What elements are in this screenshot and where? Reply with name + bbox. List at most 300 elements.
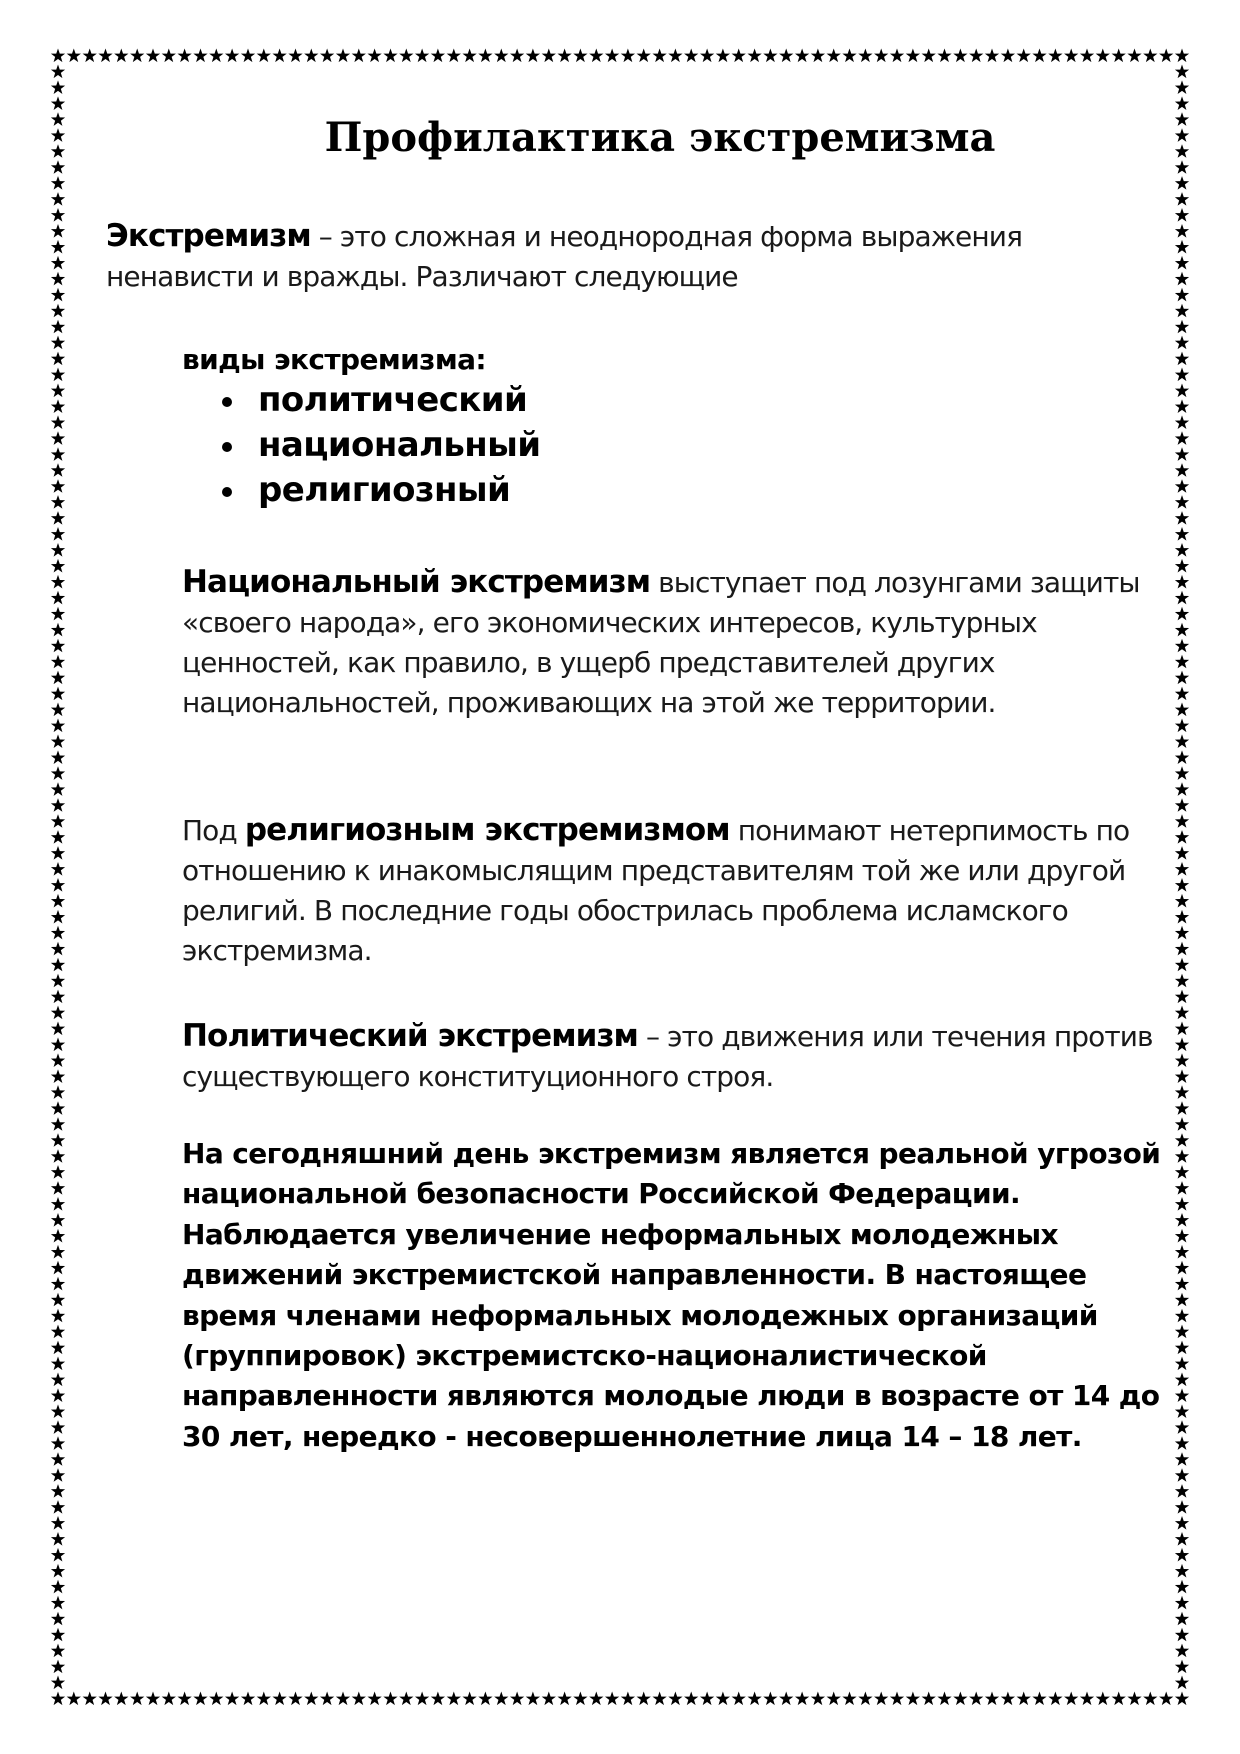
star-icon (51, 687, 65, 701)
star-icon (51, 958, 65, 972)
religious-extremism-paragraph (182, 810, 1162, 971)
star-icon (51, 431, 65, 445)
star-icon (51, 1580, 65, 1594)
star-icon (51, 559, 65, 573)
star-icon (1175, 559, 1189, 573)
star-icon (1143, 49, 1157, 63)
star-icon (890, 1692, 904, 1706)
star-icon (352, 1692, 366, 1706)
star-icon (51, 1484, 65, 1498)
star-icon (668, 1692, 682, 1706)
star-icon (130, 49, 144, 63)
star-icon (1175, 1277, 1189, 1291)
star-icon (1175, 814, 1189, 828)
star-icon (1175, 1309, 1189, 1323)
star-icon (858, 49, 872, 63)
star-icon (795, 49, 809, 63)
types-list-item-national: национальный (182, 423, 541, 468)
star-icon (1175, 703, 1189, 717)
star-icon (906, 1692, 920, 1706)
star-icon (51, 655, 65, 669)
star-icon (478, 1692, 492, 1706)
star-icon (1175, 1197, 1189, 1211)
star-icon (763, 1692, 777, 1706)
star-icon (367, 49, 381, 63)
star-icon (494, 1692, 508, 1706)
star-icon (51, 272, 65, 286)
star-icon (779, 49, 793, 63)
star-icon (1175, 798, 1189, 812)
star-icon (51, 1085, 65, 1099)
star-icon (51, 1261, 65, 1275)
star-icon (985, 1692, 999, 1706)
star-icon (51, 256, 65, 270)
star-icon (1175, 719, 1189, 733)
star-icon (1159, 49, 1173, 63)
star-icon (1175, 910, 1189, 924)
star-icon (51, 176, 65, 190)
star-icon (51, 719, 65, 733)
star-icon (1175, 1149, 1189, 1163)
star-icon (1175, 1261, 1189, 1275)
star-icon (1175, 1564, 1189, 1578)
star-icon (1175, 639, 1189, 653)
star-icon (953, 1692, 967, 1706)
star-icon (225, 49, 239, 63)
star-icon (1175, 830, 1189, 844)
star-icon (51, 1452, 65, 1466)
star-icon (51, 304, 65, 318)
star-icon (1175, 1532, 1189, 1546)
star-icon (811, 49, 825, 63)
star-icon (1096, 49, 1110, 63)
star-icon (1175, 671, 1189, 685)
star-icon (1175, 415, 1189, 429)
star-icon (431, 49, 445, 63)
star-icon (304, 1692, 318, 1706)
star-icon (1175, 80, 1189, 94)
star-icon (1175, 1612, 1189, 1626)
star-icon (1175, 1404, 1189, 1418)
star-icon (1175, 288, 1189, 302)
star-icon (700, 49, 714, 63)
star-icon (51, 750, 65, 764)
conclusion-paragraph: На сегодняшний день экстремизм является реальной угрозой национальной безопасности Российской Федерации. Наблюдается увеличение неформальных молодежных движений экстремистской направленности. В настоящее время членами неформальных молодежных организаций (группировок) экстремистско-националистической направленности являются молодые люди в возрасте от 14 до 30 лет, нередко - несовершеннолетние лица 14 – 18 лет. (182, 1137, 1161, 1453)
star-icon (51, 1229, 65, 1243)
star-icon (272, 49, 286, 63)
star-icon (51, 575, 65, 589)
star-icon (1175, 1069, 1189, 1083)
star-icon (1175, 320, 1189, 334)
star-icon (1175, 1213, 1189, 1227)
star-icon (1175, 399, 1189, 413)
star-icon (1175, 336, 1189, 350)
star-icon (1080, 49, 1094, 63)
star-icon (51, 208, 65, 222)
star-icon (51, 463, 65, 477)
star-icon (51, 1564, 65, 1578)
star-icon (51, 384, 65, 398)
star-icon (51, 1197, 65, 1211)
star-icon (98, 1692, 112, 1706)
star-icon (1175, 1229, 1189, 1243)
star-icon (51, 607, 65, 621)
star-icon (51, 1277, 65, 1291)
star-icon (1175, 942, 1189, 956)
star-icon (1175, 1644, 1189, 1658)
star-icon (1017, 49, 1031, 63)
star-icon (51, 830, 65, 844)
star-icon (1175, 495, 1189, 509)
star-icon (1175, 1548, 1189, 1562)
intro-paragraph (106, 216, 1146, 297)
star-icon (1175, 782, 1189, 796)
star-icon (51, 1436, 65, 1450)
star-icon (51, 320, 65, 334)
star-icon (668, 49, 682, 63)
star-icon (1175, 591, 1189, 605)
star-icon (51, 1404, 65, 1418)
star-icon (51, 639, 65, 653)
star-icon (1001, 49, 1015, 63)
star-icon (1175, 926, 1189, 940)
star-icon (399, 1692, 413, 1706)
star-icon (177, 1692, 191, 1706)
star-icon (1175, 192, 1189, 206)
star-icon (51, 766, 65, 780)
star-icon (288, 49, 302, 63)
star-icon (1096, 1692, 1110, 1706)
star-icon (1001, 1692, 1015, 1706)
star-icon (51, 415, 65, 429)
star-icon (1175, 1165, 1189, 1179)
star-icon (1048, 49, 1062, 63)
star-icon (1175, 1660, 1189, 1674)
star-icon (573, 49, 587, 63)
star-icon (557, 1692, 571, 1706)
star-icon (1175, 176, 1189, 190)
star-icon (1175, 352, 1189, 366)
star-icon (510, 1692, 524, 1706)
star-icon (1175, 1022, 1189, 1036)
star-icon (1175, 958, 1189, 972)
star-icon (98, 49, 112, 63)
star-icon (1175, 1388, 1189, 1402)
star-icon (621, 1692, 635, 1706)
star-icon (700, 1692, 714, 1706)
star-icon (51, 1420, 65, 1434)
star-icon (526, 49, 540, 63)
star-icon (462, 1692, 476, 1706)
star-icon (937, 1692, 951, 1706)
star-icon (51, 1596, 65, 1610)
star-icon (1175, 1596, 1189, 1610)
star-icon (1112, 1692, 1126, 1706)
star-icon (922, 49, 936, 63)
political-text: – это движения или течения против существующего конституционного строя. (182, 1020, 1153, 1093)
star-icon (83, 49, 97, 63)
star-icon (1112, 49, 1126, 63)
star-icon (1175, 1053, 1189, 1067)
star-icon (953, 49, 967, 63)
star-icon (51, 1293, 65, 1307)
star-icon (858, 1692, 872, 1706)
star-icon (1175, 1133, 1189, 1147)
star-icon (1175, 1101, 1189, 1115)
star-icon (51, 543, 65, 557)
star-icon (51, 49, 65, 63)
star-icon (605, 1692, 619, 1706)
star-icon (51, 623, 65, 637)
star-icon (146, 49, 160, 63)
star-icon (1175, 1484, 1189, 1498)
star-icon (1175, 1468, 1189, 1482)
star-icon (1175, 575, 1189, 589)
star-icon (1175, 1181, 1189, 1195)
star-icon (51, 1692, 65, 1706)
star-icon (51, 1053, 65, 1067)
star-icon (1064, 1692, 1078, 1706)
star-icon (51, 65, 65, 79)
star-icon (320, 1692, 334, 1706)
star-icon (51, 878, 65, 892)
star-icon (51, 1660, 65, 1674)
star-icon (1175, 1628, 1189, 1642)
star-icon (1159, 1692, 1173, 1706)
star-icon (1175, 384, 1189, 398)
star-icon (1175, 1516, 1189, 1530)
religious-prefix: Под (182, 814, 245, 847)
star-icon (1175, 479, 1189, 493)
star-icon (1175, 1085, 1189, 1099)
star-icon (51, 1069, 65, 1083)
star-icon (51, 1006, 65, 1020)
star-icon (621, 49, 635, 63)
religious-text: понимают нетерпимость по отношению к инакомыслящим представителям той же или другой религий. В последние годы обострилась проблема исламского экстремизма. (182, 814, 1130, 967)
star-icon (304, 49, 318, 63)
star-icon (51, 910, 65, 924)
star-icon (510, 49, 524, 63)
star-icon (779, 1692, 793, 1706)
star-icon (763, 49, 777, 63)
star-icon (51, 1532, 65, 1546)
star-icon (1175, 1038, 1189, 1052)
star-icon (1017, 1692, 1031, 1706)
star-icon (684, 1692, 698, 1706)
star-icon (51, 1500, 65, 1514)
star-icon (51, 1181, 65, 1195)
star-icon (51, 1149, 65, 1163)
page-title: Профилактика экстремизма (324, 114, 996, 161)
star-icon (1175, 687, 1189, 701)
star-icon (336, 49, 350, 63)
star-icon (1175, 543, 1189, 557)
star-icon (399, 49, 413, 63)
star-icon (193, 49, 207, 63)
star-icon (1175, 272, 1189, 286)
star-icon (1048, 1692, 1062, 1706)
star-icon (51, 447, 65, 461)
star-icon (367, 1692, 381, 1706)
star-icon (51, 240, 65, 254)
star-icon (542, 49, 556, 63)
star-icon (874, 49, 888, 63)
national-term: Национальный экстремизм (182, 564, 651, 600)
intro-term: Экстремизм (106, 218, 311, 254)
star-icon (1175, 1500, 1189, 1514)
star-icon (1175, 623, 1189, 637)
star-icon (51, 894, 65, 908)
star-icon (922, 1692, 936, 1706)
star-icon (542, 1692, 556, 1706)
star-icon (51, 1038, 65, 1052)
star-icon (1032, 49, 1046, 63)
star-icon (1175, 1692, 1189, 1706)
star-icon (842, 49, 856, 63)
star-icon (1175, 1676, 1189, 1690)
star-icon (51, 862, 65, 876)
star-icon (716, 49, 730, 63)
star-icon (83, 1692, 97, 1706)
star-icon (51, 990, 65, 1004)
star-icon (431, 1692, 445, 1706)
star-icon (1175, 607, 1189, 621)
star-icon (209, 49, 223, 63)
star-icon (51, 974, 65, 988)
star-icon (1175, 1006, 1189, 1020)
star-icon (1175, 1325, 1189, 1339)
star-icon (51, 734, 65, 748)
star-icon (969, 1692, 983, 1706)
star-icon (272, 1692, 286, 1706)
star-icon (795, 1692, 809, 1706)
star-icon (637, 49, 651, 63)
types-heading: виды экстремизма: (182, 343, 487, 376)
star-icon (985, 49, 999, 63)
star-icon (652, 1692, 666, 1706)
star-icon (51, 1165, 65, 1179)
star-icon (415, 49, 429, 63)
star-icon (51, 1548, 65, 1562)
star-icon (51, 1357, 65, 1371)
star-icon (526, 1692, 540, 1706)
star-icon (684, 49, 698, 63)
star-icon (1080, 1692, 1094, 1706)
political-extremism-paragraph (182, 1016, 1162, 1097)
political-term: Политический экстремизм (182, 1018, 639, 1054)
star-icon (1175, 655, 1189, 669)
star-icon (352, 49, 366, 63)
star-icon (51, 1245, 65, 1259)
star-icon (1175, 862, 1189, 876)
star-icon (51, 1117, 65, 1131)
star-icon (747, 1692, 761, 1706)
star-icon (1175, 1452, 1189, 1466)
star-icon (51, 1133, 65, 1147)
star-icon (1175, 734, 1189, 748)
star-icon (51, 192, 65, 206)
star-icon (51, 942, 65, 956)
star-icon (1175, 1580, 1189, 1594)
star-icon (336, 1692, 350, 1706)
types-list-item-religious: религиозный (182, 468, 541, 513)
star-icon (51, 1628, 65, 1642)
star-icon (383, 49, 397, 63)
star-icon (51, 1325, 65, 1339)
star-icon (447, 49, 461, 63)
star-icon (162, 1692, 176, 1706)
star-icon (573, 1692, 587, 1706)
star-icon (811, 1692, 825, 1706)
star-icon (51, 511, 65, 525)
star-icon (51, 1468, 65, 1482)
star-icon (383, 1692, 397, 1706)
star-icon (51, 671, 65, 685)
star-icon (1175, 974, 1189, 988)
star-icon (1032, 1692, 1046, 1706)
star-icon (1175, 1117, 1189, 1131)
star-icon (557, 49, 571, 63)
star-icon (51, 814, 65, 828)
star-icon (51, 80, 65, 94)
star-icon (51, 782, 65, 796)
star-icon (162, 49, 176, 63)
star-icon (1175, 990, 1189, 1004)
star-icon (747, 49, 761, 63)
star-icon (1127, 49, 1141, 63)
star-icon (51, 703, 65, 717)
star-icon (1175, 1293, 1189, 1307)
star-icon (51, 368, 65, 382)
star-icon (209, 1692, 223, 1706)
star-icon (51, 288, 65, 302)
star-icon (146, 1692, 160, 1706)
star-icon (890, 49, 904, 63)
star-icon (51, 846, 65, 860)
star-icon (257, 49, 271, 63)
star-icon (51, 591, 65, 605)
star-icon (51, 1341, 65, 1355)
star-icon (478, 49, 492, 63)
star-icon (462, 49, 476, 63)
star-icon (130, 1692, 144, 1706)
star-icon (51, 1309, 65, 1323)
star-icon (937, 49, 951, 63)
star-icon (827, 1692, 841, 1706)
star-icon (1175, 878, 1189, 892)
star-icon (1175, 846, 1189, 860)
star-icon (1175, 463, 1189, 477)
star-icon (827, 49, 841, 63)
star-icon (1175, 224, 1189, 238)
star-icon (51, 1373, 65, 1387)
star-icon (1175, 750, 1189, 764)
star-icon (1175, 527, 1189, 541)
star-icon (51, 1644, 65, 1658)
star-icon (51, 336, 65, 350)
star-icon (51, 1676, 65, 1690)
national-text: выступает под лозунгами защиты «своего народа», его экономических интересов, культурных ценностей, как правило, в ущерб представителей других национальностей, проживающих на этой же территории. (182, 566, 1140, 719)
star-icon (51, 1022, 65, 1036)
star-icon (494, 49, 508, 63)
star-icon (732, 1692, 746, 1706)
star-icon (193, 1692, 207, 1706)
religious-term: религиозным экстремизмом (244, 812, 730, 848)
star-icon (1175, 65, 1189, 79)
star-icon (51, 1388, 65, 1402)
star-icon (732, 49, 746, 63)
star-icon (51, 1101, 65, 1115)
